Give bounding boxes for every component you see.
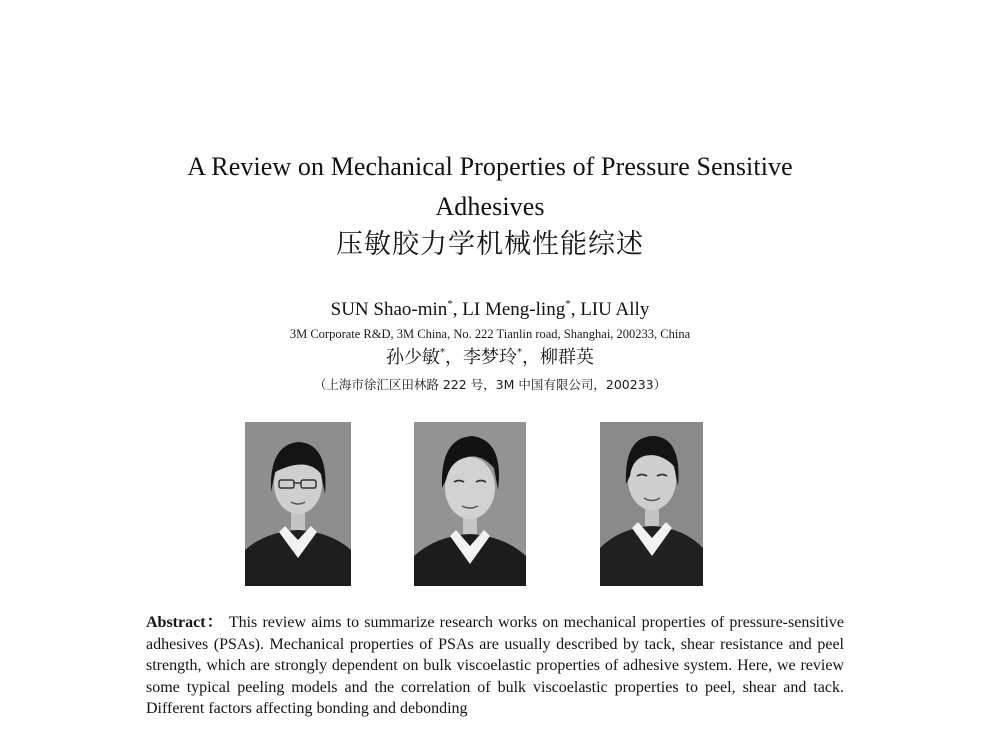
title-english-line-1: A Review on Mechanical Properties of Pressure Sensitive [187, 152, 793, 181]
paper-title-english [100, 147, 880, 227]
author-name: 孙少敏 [386, 347, 440, 368]
portrait-image [414, 422, 526, 586]
abstract-label: Abstract： [146, 614, 224, 631]
affiliation-chinese: （上海市徐汇区田林路 222 号，3M 中国有限公司，200233） [313, 377, 667, 392]
author-name: LI Meng-ling [462, 299, 566, 320]
corresponding-mark: * [517, 347, 522, 358]
corresponding-mark: * [440, 347, 445, 358]
corresponding-mark: * [447, 298, 453, 310]
author-separator: , [570, 299, 581, 320]
author-separator: , [452, 299, 463, 320]
paper-title-chinese: 压敏胶力学机械性能综述 [336, 229, 644, 260]
abstract-paragraph [146, 612, 844, 720]
author-list-chinese [250, 345, 730, 371]
abstract-text: This review aims to summarize research works on mechanical properties of pressure-sensitive adhesives (PSAs). Mechanical properties of PSAs are usually described by tack, shear resistance and peel strength, which are strongly dependent on bulk viscoelastic properties of adhesive system. Here, we review some typical peeling models and the correlation of bulk viscoelastic properties to peel, shear and tack. Different factors affecting bonding and debonding [146, 614, 844, 717]
author-name: 李梦玲 [463, 347, 517, 368]
author-separator: ， [522, 347, 540, 368]
author-photo [245, 422, 351, 586]
portrait-image [245, 422, 351, 586]
author-name: SUN Shao-min [330, 299, 448, 320]
author-name: LIU Ally [580, 299, 650, 320]
author-photo [600, 422, 703, 586]
affiliation-english: 3M Corporate R&D, 3M China, No. 222 Tianlin road, Shanghai, 200233, China [289, 327, 691, 341]
author-separator: ， [445, 347, 463, 368]
author-photo [414, 422, 526, 586]
title-english-line-2: Adhesives [435, 192, 545, 221]
portrait-image [600, 422, 703, 586]
author-name: 柳群英 [540, 347, 594, 368]
corresponding-mark: * [565, 298, 571, 310]
author-list-english [200, 297, 780, 323]
